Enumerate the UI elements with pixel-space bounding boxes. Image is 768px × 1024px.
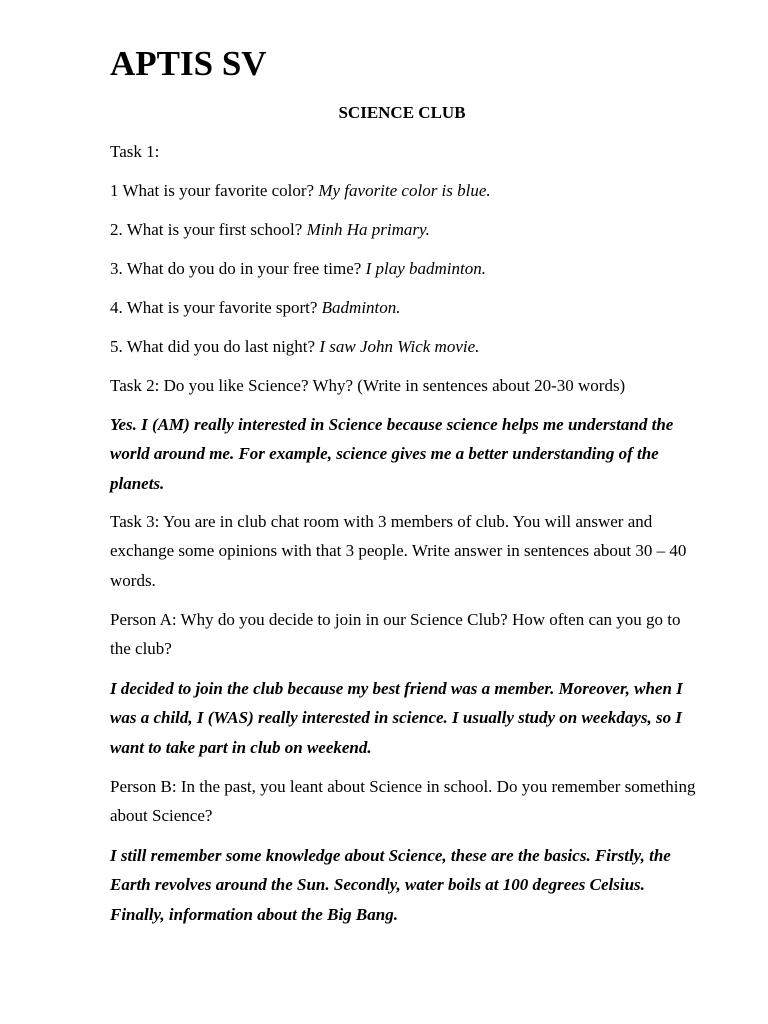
- document-title: APTIS SV: [110, 44, 267, 83]
- task1-answer-1: My favorite color is blue.: [318, 181, 491, 200]
- task1-question-2: 2. What is your first school?: [110, 220, 307, 239]
- task1-question-1: 1 What is your favorite color?: [110, 181, 319, 200]
- task1-question-5: 5. What did you do last night?: [110, 337, 320, 356]
- section-title: SCIENCE CLUB: [338, 103, 466, 122]
- task1-answer-5: I saw John Wick movie.: [319, 337, 480, 356]
- task1-item-4: [110, 296, 401, 320]
- person-a-question: Person A: Why do you decide to join in our Science Club? How often can you go to the club?: [110, 610, 681, 659]
- person-b-question: Person B: In the past, you leant about Science in school. Do you remember something about Science?: [110, 777, 696, 826]
- person-a-answer: I decided to join the club because my best friend was a member. Moreover, when I was a child, I (WAS) really interested in science. I usually study on weekdays, so I want to take part in club on weekend.: [110, 679, 683, 757]
- task1-answer-4: Badminton.: [321, 298, 401, 317]
- person-b-answer: I still remember some knowledge about Science, these are the basics. Firstly, the Earth revolves around the Sun. Secondly, water boils at 100 degrees Celsius. Finally, information about the Big Bang.: [110, 846, 671, 924]
- task3-prompt: Task 3: You are in club chat room with 3 members of club. You will answer and exchange some opinions with that 3 people. Write answer in sentences about 30 – 40 words.: [110, 512, 687, 590]
- task1-answer-3: I play badminton.: [365, 259, 486, 278]
- task1-item-2: [110, 218, 430, 242]
- task1-answer-2: Minh Ha primary.: [306, 220, 430, 239]
- task1-item-5: [110, 335, 479, 359]
- task1-question-4: 4. What is your favorite sport?: [110, 298, 322, 317]
- task1-item-1: [110, 179, 491, 203]
- task1-question-3: 3. What do you do in your free time?: [110, 259, 366, 278]
- task2-prompt: Task 2: Do you like Science? Why? (Write in sentences about 20-30 words): [110, 376, 626, 395]
- task1-heading: Task 1:: [110, 142, 160, 161]
- task2-answer: Yes. I (AM) really interested in Science because science helps me understand the world around me. For example, science gives me a better understanding of the planets.: [110, 415, 674, 493]
- task1-item-3: [110, 257, 486, 281]
